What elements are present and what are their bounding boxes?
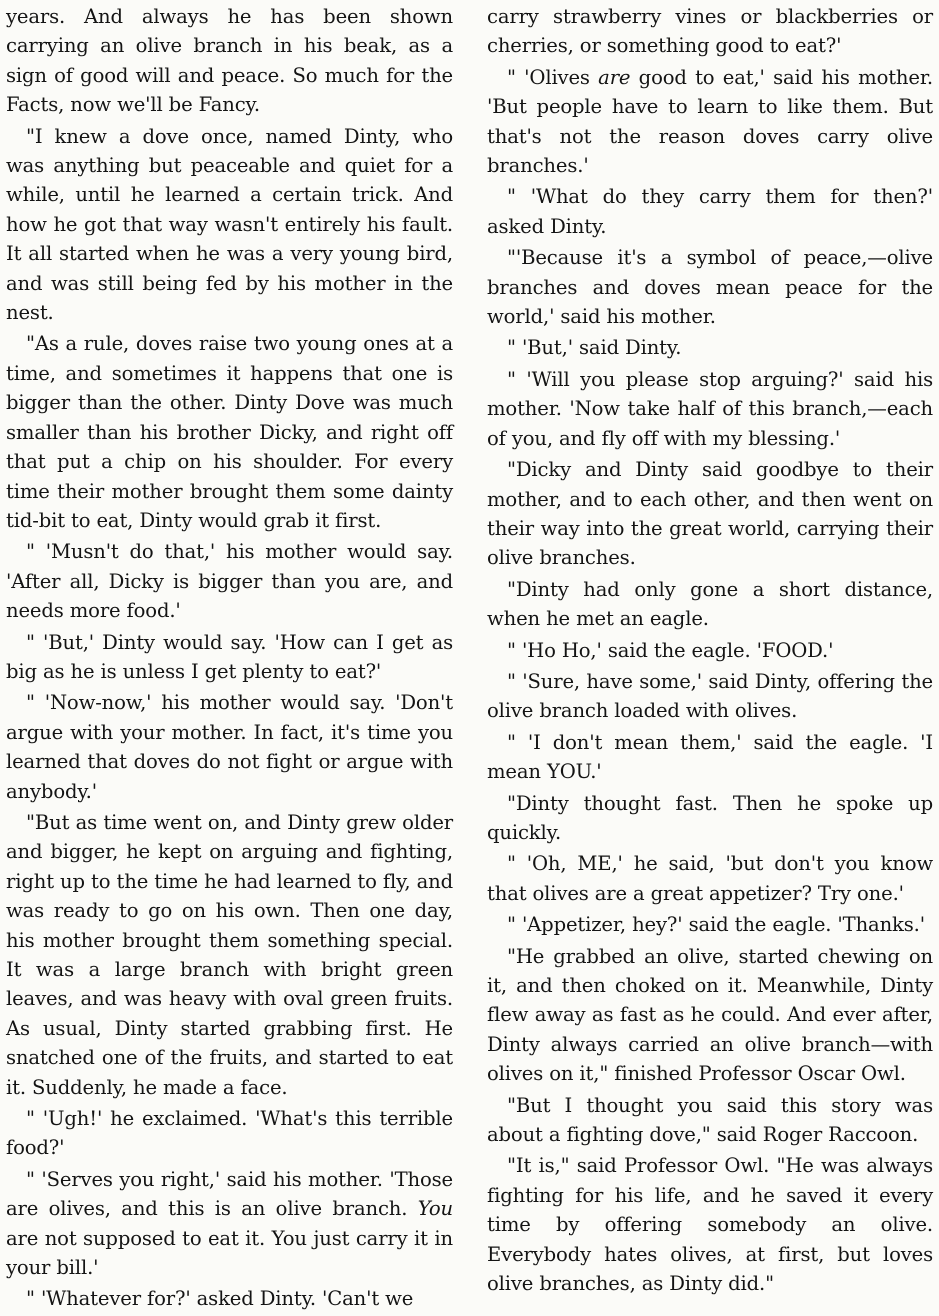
paragraph: " 'Sure, have some,' said Dinty, offering the olive branch loaded with olives. bbox=[487, 669, 933, 723]
paragraph: "Dinty had only gone a short distance, when he met an eagle. bbox=[487, 577, 933, 631]
italic-word: You bbox=[417, 1197, 453, 1221]
paragraph bbox=[487, 63, 933, 181]
paragraph: " 'Ho Ho,' said the eagle. 'FOOD.' bbox=[507, 638, 834, 662]
paragraph bbox=[6, 1165, 453, 1283]
paragraph: " 'Whatever for?' asked Dinty. 'Can't we bbox=[26, 1287, 414, 1311]
paragraph-text: " 'Serves you right,' said his mother. 'Those are olives, and this is an olive branch. bbox=[6, 1167, 453, 1221]
paragraph: "'Because it's a symbol of peace,—olive branches and doves mean peace for the world,' said his mother. bbox=[487, 246, 933, 329]
paragraph: " 'Will you please stop arguing?' said his mother. 'Now take half of this branch,—each of you, and fly off with my blessing.' bbox=[487, 367, 933, 450]
paragraph: "Dinty thought fast. Then he spoke up quickly. bbox=[487, 791, 933, 844]
paragraph: "Dicky and Dinty said goodbye to their mother, and to each other, and then went on their way into the great world, carrying their olive branches. bbox=[487, 458, 933, 570]
paragraph: " 'But,' said Dinty. bbox=[507, 336, 682, 360]
paragraph: " 'Oh, ME,' he said, 'but don't you know that olives are a great appetizer? Try one.' bbox=[487, 852, 933, 905]
paragraph-text: are not supposed to eat it. You just carry it in your bill.' bbox=[6, 1226, 453, 1280]
paragraph: "I knew a dove once, named Dinty, who was anything but peaceable and quiet for a while, until he learned a certain trick. And how he got that way wasn't entirely his fault. It all started when he was a very young bird, and was still being fed by his mother in the nest. bbox=[6, 124, 453, 325]
paragraph: " 'Musn't do that,' his mother would say. 'After all, Dicky is bigger than you are, and needs more food.' bbox=[6, 540, 453, 623]
left-column bbox=[6, 2, 453, 1316]
right-column bbox=[487, 2, 933, 1300]
paragraph: " 'Now-now,' his mother would say. 'Don't argue with your mother. In fact, it's time you learned that doves do not fight or argue with anybody.' bbox=[6, 691, 453, 803]
paragraph-text: good to eat,' said his mother. 'But people have to learn to like them. But that's not the reason doves carry olive branches.' bbox=[487, 65, 933, 178]
paragraph: " 'Appetizer, hey?' said the eagle. 'Thanks.' bbox=[507, 913, 925, 937]
paragraph: " 'But,' Dinty would say. 'How can I get as big as he is unless I get plenty to eat?' bbox=[6, 630, 453, 683]
paragraph: "He grabbed an olive, started chewing on it, and then choked on it. Meanwhile, Dinty flew away as fast as he could. And ever after, Dinty always carried an olive branch—with olives on it," finished Professor Oscar Owl. bbox=[487, 944, 933, 1086]
paragraph: carry strawberry vines or blackberries or cherries, or something good to eat?' bbox=[487, 5, 933, 58]
paragraph: "As a rule, doves raise two young ones at a time, and sometimes it happens that one is bigger than the other. Dinty Dove was much smaller than his brother Dicky, and right off that put a chip on his shoulder. For every time their mother brought them some dainty tid-bit to eat, Dinty would grab it first. bbox=[6, 332, 453, 532]
paragraph: years. And always he has been shown carrying an olive branch in his beak, as a sign of good will and peace. So much for the Facts, now we'll be Fancy. bbox=[6, 5, 453, 117]
paragraph: "It is," said Professor Owl. "He was always fighting for his life, and he saved it every time by offering somebody an olive. Everybody hates olives, at first, but loves olive branches, as Dinty did." bbox=[487, 1154, 933, 1296]
italic-word: are bbox=[598, 65, 631, 89]
paragraph: "But as time went on, and Dinty grew older and bigger, he kept on arguing and fighting, right up to the time he had learned to fly, and was ready to go on his own. Then one day, his mother brought them something special. It was a large branch with bright green leaves, and was heavy with oval green fruits. As usual, Dinty started grabbing first. He snatched one of the fruits, and started to eat it. Suddenly, he made a face. bbox=[6, 810, 453, 1099]
paragraph: " 'Ugh!' he exclaimed. 'What's this terrible food?' bbox=[6, 1107, 453, 1160]
paragraph: " 'I don't mean them,' said the eagle. 'I mean YOU.' bbox=[487, 730, 933, 784]
paragraph-text: " 'Olives bbox=[507, 65, 590, 89]
paragraph: " 'What do they carry them for then?' asked Dinty. bbox=[487, 185, 933, 238]
paragraph: "But I thought you said this story was about a fighting dove," said Roger Raccoon. bbox=[487, 1093, 933, 1147]
